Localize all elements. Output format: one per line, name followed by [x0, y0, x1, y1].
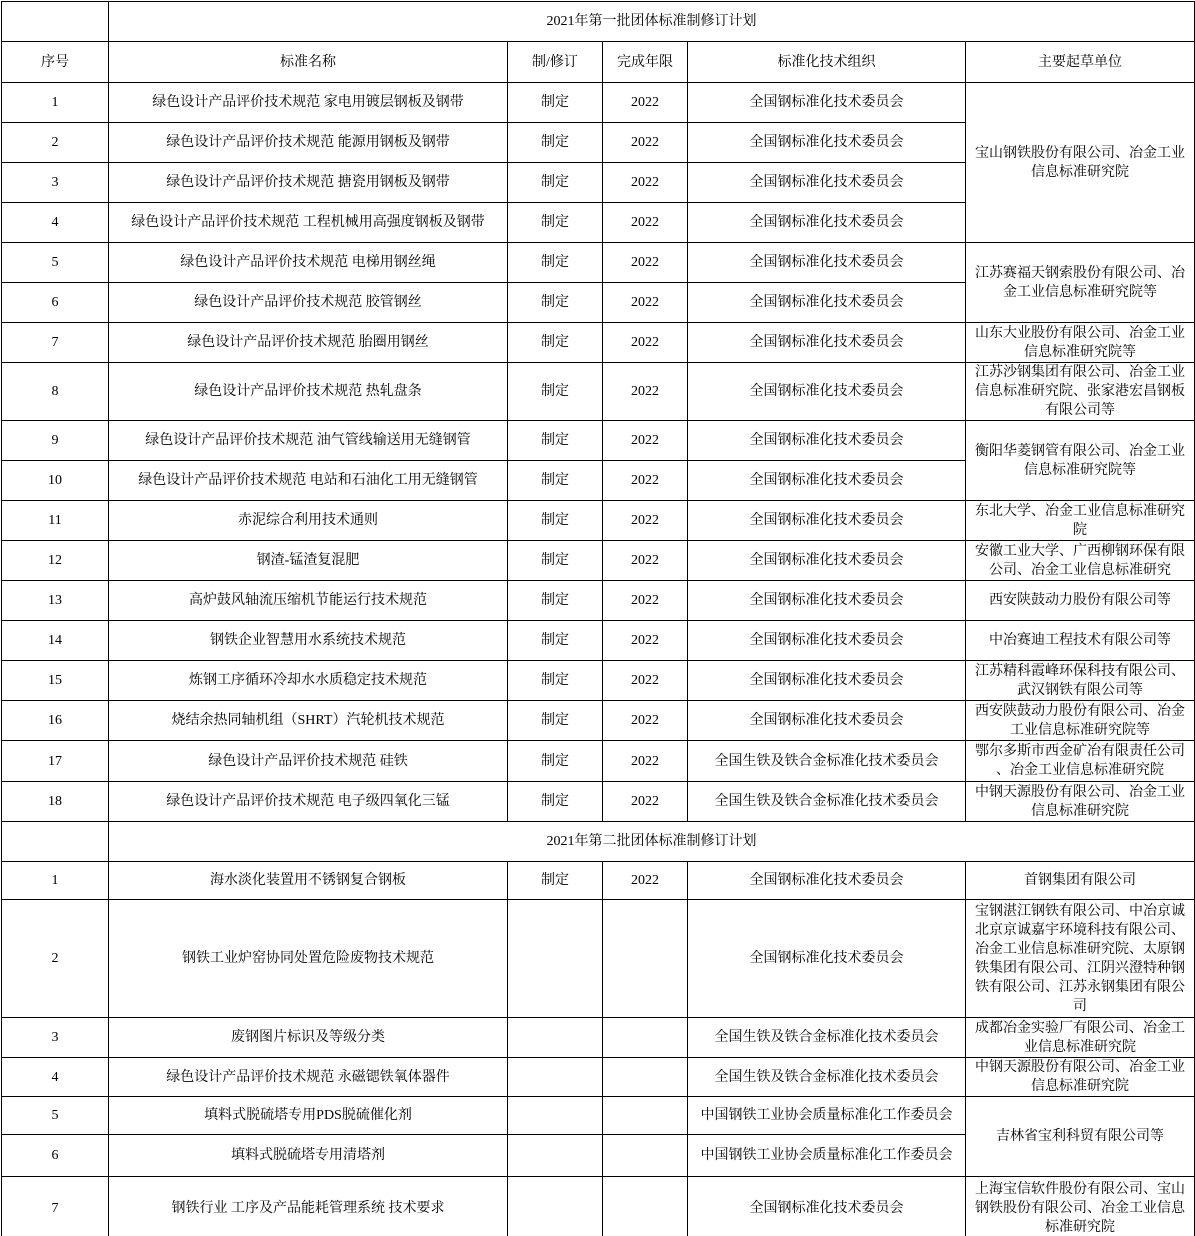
year-cell: 2022: [603, 363, 688, 421]
standard-name-cell: 绿色设计产品评价技术规范 永磁锶铁氧体器件: [109, 1058, 508, 1097]
year-cell: 2022: [603, 701, 688, 741]
table-row: [2, 1018, 1195, 1058]
action-cell: 制定: [508, 163, 603, 203]
column-header: 制/修订: [508, 42, 603, 83]
table-row: [2, 661, 1195, 701]
drafting-unit-cell: 东北大学、冶金工业信息标准研究院: [966, 501, 1195, 541]
drafting-unit-cell: 宝钢湛江钢铁有限公司、中冶京诚北京京诚嘉宇环境科技有限公司、冶金工业信息标准研究院、太原钢铁集团有限公司、江阴兴澄特种钢铁有限公司、江苏永钢集团有限公司: [966, 900, 1195, 1018]
column-header: 标准化技术组织: [688, 42, 966, 83]
standard-name-cell: 绿色设计产品评价技术规范 搪瓷用钢板及钢带: [109, 163, 508, 203]
action-cell: 制定: [508, 461, 603, 501]
row-seq-cell: 10: [2, 461, 109, 501]
org-cell: 全国钢标准化技术委员会: [688, 203, 966, 243]
standard-name-cell: 钢铁行业 工序及产品能耗管理系统 技术要求: [109, 1177, 508, 1236]
action-cell: 制定: [508, 541, 603, 581]
standard-name-cell: 绿色设计产品评价技术规范 硅铁: [109, 741, 508, 782]
year-cell: 2022: [603, 862, 688, 900]
row-seq-cell: 5: [2, 1097, 109, 1135]
action-cell: 制定: [508, 123, 603, 163]
drafting-unit-cell: 江苏赛福天钢索股份有限公司、冶金工业信息标准研究院等: [966, 243, 1195, 323]
action-cell: [508, 1018, 603, 1058]
drafting-unit-cell: 山东大业股份有限公司、冶金工业信息标准研究院等: [966, 323, 1195, 363]
year-cell: 2022: [603, 203, 688, 243]
action-cell: 制定: [508, 243, 603, 283]
standard-name-cell: 填料式脱硫塔专用清塔剂: [109, 1135, 508, 1177]
action-cell: [508, 1058, 603, 1097]
action-cell: [508, 1177, 603, 1236]
year-cell: [603, 1058, 688, 1097]
section-title: 2021年第二批团体标准制修订计划: [109, 822, 1195, 862]
year-cell: 2022: [603, 501, 688, 541]
standard-name-cell: 绿色设计产品评价技术规范 电子级四氧化三锰: [109, 782, 508, 822]
drafting-unit-cell: 西安陕鼓动力股份有限公司等: [966, 581, 1195, 621]
section-title-spacer-cell: [2, 822, 109, 862]
row-seq-cell: 8: [2, 363, 109, 421]
table-row: [2, 1097, 1195, 1135]
table-row: [2, 581, 1195, 621]
column-header: 标准名称: [109, 42, 508, 83]
table-row: [2, 541, 1195, 581]
action-cell: 制定: [508, 203, 603, 243]
action-cell: 制定: [508, 782, 603, 822]
row-seq-cell: 18: [2, 782, 109, 822]
drafting-unit-cell: 中冶赛迪工程技术有限公司等: [966, 621, 1195, 661]
org-cell: 全国钢标准化技术委员会: [688, 421, 966, 461]
table-row: [2, 83, 1195, 123]
action-cell: 制定: [508, 741, 603, 782]
table-row: [2, 1058, 1195, 1097]
column-header: 主要起草单位: [966, 42, 1195, 83]
standard-name-cell: 绿色设计产品评价技术规范 家电用镀层钢板及钢带: [109, 83, 508, 123]
drafting-unit-cell: 鄂尔多斯市西金矿冶有限责任公司、冶金工业信息标准研究院: [966, 741, 1195, 782]
year-cell: 2022: [603, 741, 688, 782]
year-cell: 2022: [603, 123, 688, 163]
table-row: [2, 900, 1195, 1018]
year-cell: [603, 1177, 688, 1236]
org-cell: 中国钢铁工业协会质量标准化工作委员会: [688, 1135, 966, 1177]
row-seq-cell: 5: [2, 243, 109, 283]
action-cell: 制定: [508, 701, 603, 741]
action-cell: 制定: [508, 621, 603, 661]
section-title: 2021年第一批团体标准制修订计划: [109, 2, 1195, 42]
year-cell: 2022: [603, 283, 688, 323]
standard-name-cell: 绿色设计产品评价技术规范 能源用钢板及钢带: [109, 123, 508, 163]
standard-name-cell: 绿色设计产品评价技术规范 胶管钢丝: [109, 283, 508, 323]
org-cell: 全国钢标准化技术委员会: [688, 283, 966, 323]
row-seq-cell: 6: [2, 283, 109, 323]
table-row: [2, 421, 1195, 461]
org-cell: 全国生铁及铁合金标准化技术委员会: [688, 1018, 966, 1058]
year-cell: 2022: [603, 83, 688, 123]
row-seq-cell: 11: [2, 501, 109, 541]
section-title-row: [2, 822, 1195, 862]
row-seq-cell: 17: [2, 741, 109, 782]
action-cell: 制定: [508, 323, 603, 363]
year-cell: 2022: [603, 243, 688, 283]
org-cell: 全国钢标准化技术委员会: [688, 621, 966, 661]
standard-name-cell: 烧结余热同轴机组（SHRT）汽轮机技术规范: [109, 701, 508, 741]
org-cell: 全国钢标准化技术委员会: [688, 461, 966, 501]
standard-name-cell: 赤泥综合利用技术通则: [109, 501, 508, 541]
table-row: [2, 621, 1195, 661]
org-cell: 全国钢标准化技术委员会: [688, 541, 966, 581]
table-row: [2, 701, 1195, 741]
org-cell: 全国钢标准化技术委员会: [688, 323, 966, 363]
year-cell: 2022: [603, 581, 688, 621]
org-cell: 全国钢标准化技术委员会: [688, 363, 966, 421]
action-cell: [508, 1135, 603, 1177]
year-cell: [603, 1097, 688, 1135]
standard-name-cell: 钢渣-锰渣复混肥: [109, 541, 508, 581]
header-row: [2, 42, 1195, 83]
org-cell: 全国钢标准化技术委员会: [688, 83, 966, 123]
row-seq-cell: 14: [2, 621, 109, 661]
row-seq-cell: 2: [2, 900, 109, 1018]
table-row: [2, 243, 1195, 283]
row-seq-cell: 13: [2, 581, 109, 621]
org-cell: 中国钢铁工业协会质量标准化工作委员会: [688, 1097, 966, 1135]
drafting-unit-cell: 衡阳华菱钢管有限公司、冶金工业信息标准研究院等: [966, 421, 1195, 501]
org-cell: 全国钢标准化技术委员会: [688, 123, 966, 163]
year-cell: 2022: [603, 323, 688, 363]
year-cell: 2022: [603, 163, 688, 203]
standard-name-cell: 绿色设计产品评价技术规范 胎圈用钢丝: [109, 323, 508, 363]
org-cell: 全国钢标准化技术委员会: [688, 501, 966, 541]
table-row: [2, 1177, 1195, 1236]
drafting-unit-cell: 中钢天源股份有限公司、冶金工业信息标准研究院: [966, 782, 1195, 822]
action-cell: 制定: [508, 862, 603, 900]
section-title-row: [2, 2, 1195, 42]
row-seq-cell: 7: [2, 1177, 109, 1236]
org-cell: 全国钢标准化技术委员会: [688, 701, 966, 741]
action-cell: [508, 900, 603, 1018]
year-cell: [603, 900, 688, 1018]
org-cell: 全国钢标准化技术委员会: [688, 243, 966, 283]
action-cell: 制定: [508, 363, 603, 421]
table-row: [2, 363, 1195, 421]
action-cell: [508, 1097, 603, 1135]
drafting-unit-cell: 成都冶金实验厂有限公司、冶金工业信息标准研究院: [966, 1018, 1195, 1058]
drafting-unit-cell: 上海宝信软件股份有限公司、宝山钢铁股份有限公司、冶金工业信息标准研究院: [966, 1177, 1195, 1236]
row-seq-cell: 3: [2, 1018, 109, 1058]
column-header: 完成年限: [603, 42, 688, 83]
standards-plan-table: [1, 1, 1195, 1236]
org-cell: 全国钢标准化技术委员会: [688, 581, 966, 621]
org-cell: 全国生铁及铁合金标准化技术委员会: [688, 1058, 966, 1097]
row-seq-cell: 4: [2, 203, 109, 243]
standard-name-cell: 绿色设计产品评价技术规范 油气管线输送用无缝钢管: [109, 421, 508, 461]
drafting-unit-cell: 吉林省宝利科贸有限公司等: [966, 1097, 1195, 1177]
table-row: [2, 741, 1195, 782]
standard-name-cell: 绿色设计产品评价技术规范 电站和石油化工用无缝钢管: [109, 461, 508, 501]
year-cell: 2022: [603, 461, 688, 501]
year-cell: [603, 1018, 688, 1058]
year-cell: 2022: [603, 421, 688, 461]
standard-name-cell: 钢铁企业智慧用水系统技术规范: [109, 621, 508, 661]
row-seq-cell: 12: [2, 541, 109, 581]
drafting-unit-cell: 安徽工业大学、广西柳钢环保有限公司、冶金工业信息标准研究: [966, 541, 1195, 581]
org-cell: 全国生铁及铁合金标准化技术委员会: [688, 782, 966, 822]
drafting-unit-cell: 中钢天源股份有限公司、冶金工业信息标准研究院: [966, 1058, 1195, 1097]
standard-name-cell: 填料式脱硫塔专用PDS脱硫催化剂: [109, 1097, 508, 1135]
action-cell: 制定: [508, 501, 603, 541]
org-cell: 全国钢标准化技术委员会: [688, 661, 966, 701]
org-cell: 全国钢标准化技术委员会: [688, 163, 966, 203]
drafting-unit-cell: 宝山钢铁股份有限公司、冶金工业信息标准研究院: [966, 83, 1195, 243]
row-seq-cell: 4: [2, 1058, 109, 1097]
org-cell: 全国钢标准化技术委员会: [688, 1177, 966, 1236]
year-cell: [603, 1135, 688, 1177]
row-seq-cell: 6: [2, 1135, 109, 1177]
table-row: [2, 782, 1195, 822]
drafting-unit-cell: 江苏沙钢集团有限公司、冶金工业信息标准研究院、张家港宏昌钢板有限公司等: [966, 363, 1195, 421]
action-cell: 制定: [508, 581, 603, 621]
row-seq-cell: 16: [2, 701, 109, 741]
section-title-spacer-cell: [2, 2, 109, 42]
year-cell: 2022: [603, 782, 688, 822]
standard-name-cell: 高炉鼓风轴流压缩机节能运行技术规范: [109, 581, 508, 621]
standard-name-cell: 钢铁工业炉窑协同处置危险废物技术规范: [109, 900, 508, 1018]
table-row: [2, 323, 1195, 363]
row-seq-cell: 2: [2, 123, 109, 163]
action-cell: 制定: [508, 661, 603, 701]
row-seq-cell: 1: [2, 862, 109, 900]
org-cell: 全国生铁及铁合金标准化技术委员会: [688, 741, 966, 782]
drafting-unit-cell: 首钢集团有限公司: [966, 862, 1195, 900]
drafting-unit-cell: 西安陕鼓动力股份有限公司、冶金工业信息标准研究院等: [966, 701, 1195, 741]
row-seq-cell: 15: [2, 661, 109, 701]
row-seq-cell: 9: [2, 421, 109, 461]
standard-name-cell: 海水淡化装置用不锈钢复合钢板: [109, 862, 508, 900]
org-cell: 全国钢标准化技术委员会: [688, 862, 966, 900]
year-cell: 2022: [603, 621, 688, 661]
table-row: [2, 862, 1195, 900]
drafting-unit-cell: 江苏精科霞峰环保科技有限公司、武汉钢铁有限公司等: [966, 661, 1195, 701]
table-row: [2, 501, 1195, 541]
standard-name-cell: 废钢图片标识及等级分类: [109, 1018, 508, 1058]
year-cell: 2022: [603, 661, 688, 701]
standard-name-cell: 绿色设计产品评价技术规范 电梯用钢丝绳: [109, 243, 508, 283]
action-cell: 制定: [508, 83, 603, 123]
action-cell: 制定: [508, 421, 603, 461]
year-cell: 2022: [603, 541, 688, 581]
org-cell: 全国钢标准化技术委员会: [688, 900, 966, 1018]
standard-name-cell: 炼钢工序循环冷却水水质稳定技术规范: [109, 661, 508, 701]
standard-name-cell: 绿色设计产品评价技术规范 工程机械用高强度钢板及钢带: [109, 203, 508, 243]
standard-name-cell: 绿色设计产品评价技术规范 热轧盘条: [109, 363, 508, 421]
row-seq-cell: 1: [2, 83, 109, 123]
row-seq-cell: 7: [2, 323, 109, 363]
column-header: 序号: [2, 42, 109, 83]
row-seq-cell: 3: [2, 163, 109, 203]
action-cell: 制定: [508, 283, 603, 323]
